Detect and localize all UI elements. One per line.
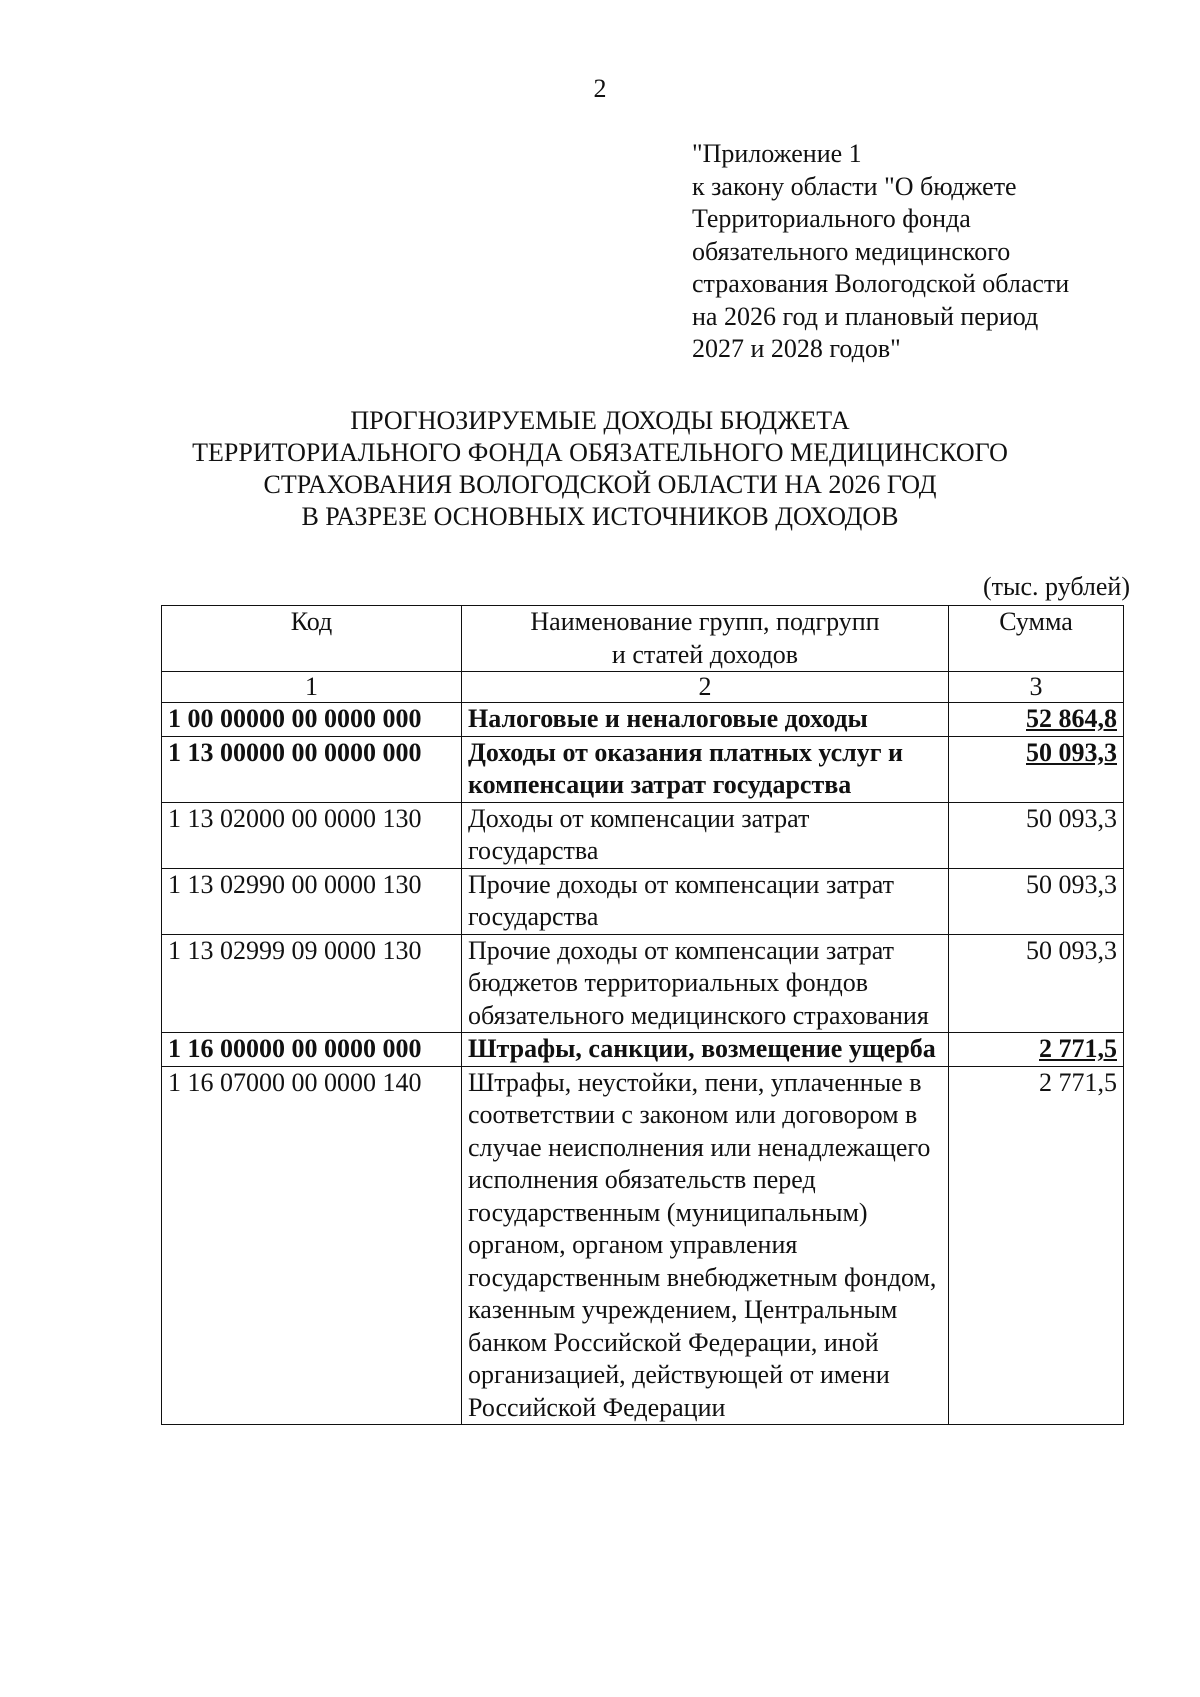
column-number: 2 [462,672,949,703]
row-code: 1 13 02000 00 0000 130 [162,802,462,868]
income-table [161,605,1124,1425]
row-name: Доходы от компенсации затрат государства [462,802,949,868]
row-code: 1 13 02990 00 0000 130 [162,868,462,934]
header-name-line: Наименование групп, подгрупп [530,607,880,636]
title-line: В РАЗРЕЗЕ ОСНОВНЫХ ИСТОЧНИКОВ ДОХОДОВ [301,502,899,531]
title-line: СТРАХОВАНИЯ ВОЛОГОДСКОЙ ОБЛАСТИ НА 2026 ГОД [263,470,937,499]
row-name: Налоговые и неналоговые доходы [462,703,949,737]
row-sum: 50 093,3 [949,802,1124,868]
appendix-line: "Приложение 1 [692,139,862,168]
units-label: (тыс. рублей) [982,572,1130,601]
table-row [162,802,1124,868]
row-code: 1 13 02999 09 0000 130 [162,934,462,1033]
appendix-note [692,138,1172,366]
table-row [162,934,1124,1033]
row-code: 1 16 07000 00 0000 140 [162,1066,462,1425]
row-code: 1 13 00000 00 0000 000 [162,736,462,802]
table-header-row [162,606,1124,672]
appendix-line: обязательного медицинского [692,236,1011,266]
column-number: 1 [162,672,462,703]
table-row [162,736,1124,802]
header-name [462,606,949,672]
table-row [162,868,1124,934]
row-name: Прочие доходы от компенсации затрат бюджетов территориальных фондов обязательного медицинского страхования [462,934,949,1033]
appendix-line: к закону области "О бюджете [692,171,1017,201]
row-code: 1 00 00000 00 0000 000 [162,703,462,737]
appendix-line: Территориального фонда [692,204,971,233]
row-name: Штрафы, неустойки, пени, уплаченные в соответствии с законом или договором в случае неисполнения или ненадлежащего исполнения обязательств перед государственным (муниципальным) органом, органом управления государственным внебюджетным фондом, казенным учреждением, Центральным банком Российской Федерации, иной организацией, действующей от имени Российской Федерации [462,1066,949,1425]
table-row [162,1066,1124,1425]
row-name: Штрафы, санкции, возмещение ущерба [462,1033,949,1067]
row-sum: 50 093,3 [949,868,1124,934]
appendix-line: на 2026 год и плановый период [692,301,1039,331]
column-number: 3 [949,672,1124,703]
title-line: ТЕРРИТОРИАЛЬНОГО ФОНДА ОБЯЗАТЕЛЬНОГО МЕДИЦИНСКОГО [192,438,1008,467]
row-name: Прочие доходы от компенсации затрат государства [462,868,949,934]
page-number: 2 [593,74,607,103]
row-sum: 2 771,5 [949,1066,1124,1425]
row-name: Доходы от оказания платных услуг и компенсации затрат государства [462,736,949,802]
document-title [0,405,1200,533]
row-sum: 50 093,3 [949,736,1124,802]
row-sum: 52 864,8 [949,703,1124,737]
table-row [162,1033,1124,1067]
header-sum: Сумма [949,606,1124,672]
row-code: 1 16 00000 00 0000 000 [162,1033,462,1067]
appendix-line: страхования Вологодской области [692,269,1070,298]
row-sum: 50 093,3 [949,934,1124,1033]
table-row [162,703,1124,737]
header-code: Код [162,606,462,672]
title-line: ПРОГНОЗИРУЕМЫЕ ДОХОДЫ БЮДЖЕТА [350,406,850,435]
row-sum: 2 771,5 [949,1033,1124,1067]
column-number-row [162,672,1124,703]
header-name-line: и статей доходов [611,639,799,669]
appendix-line: 2027 и 2028 годов" [692,334,901,363]
